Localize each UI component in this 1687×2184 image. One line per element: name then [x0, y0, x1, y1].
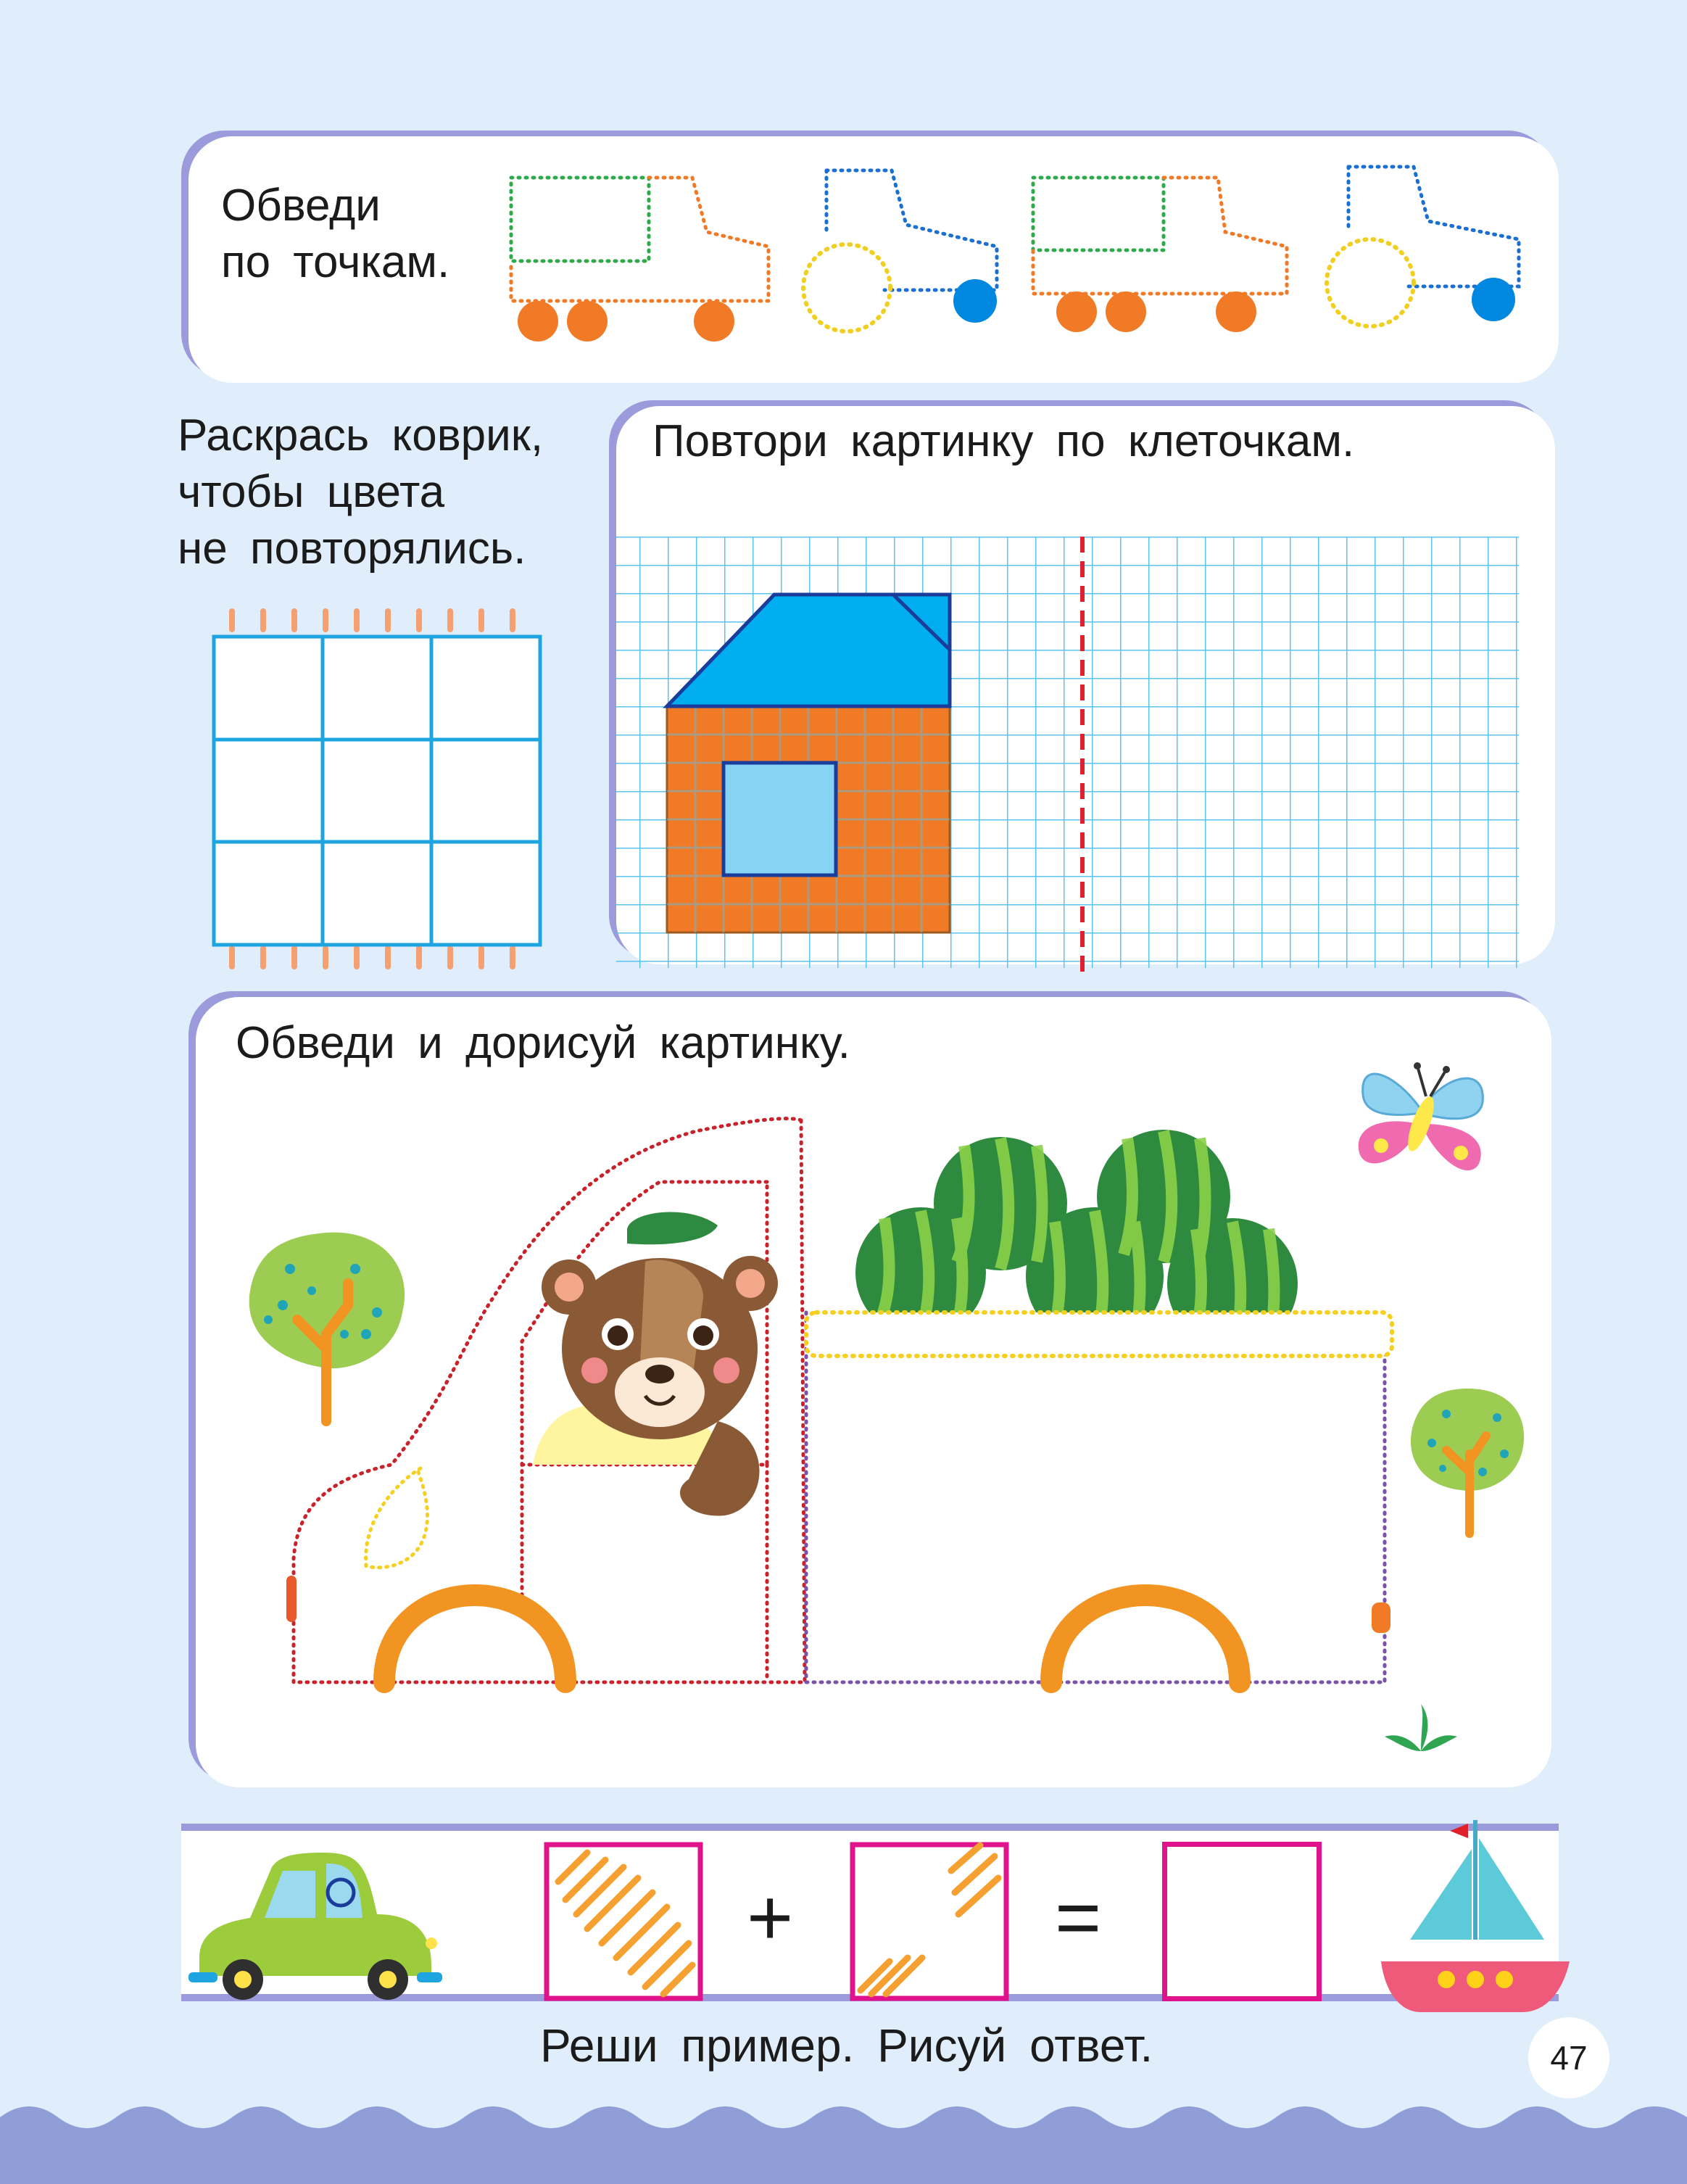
dotted-tractor-icon[interactable]: [1319, 160, 1537, 334]
bottom-wave: [0, 2088, 1687, 2184]
plus-sign: +: [747, 1873, 794, 1962]
sailboat-icon: [1377, 1809, 1573, 2019]
tree-icon: [1403, 1385, 1533, 1537]
truck-with-watermelons[interactable]: [283, 1102, 1421, 1704]
dotted-truck-icon[interactable]: [507, 167, 783, 341]
bear-icon: [533, 1212, 778, 1515]
dotted-tractor-icon[interactable]: [797, 163, 1015, 337]
addend-box-one: [544, 1842, 703, 2001]
grass-icon: [1381, 1700, 1461, 1758]
dotted-truck-icon[interactable]: [1029, 167, 1305, 341]
trace-trucks-instruction: Обведи по точкам.: [221, 181, 450, 287]
house-window: [724, 763, 836, 875]
truck-picture-instruction: Обведи и дорисуй картинку.: [236, 1018, 850, 1068]
car-icon: [185, 1842, 446, 2009]
page-number: 47: [1528, 2017, 1609, 2098]
color-rug-instruction: Раскрась коврик, чтобы цвета не повторялись.: [178, 410, 544, 574]
rear-wheel-arch: [1051, 1595, 1240, 1682]
copy-grid[interactable]: [616, 537, 1555, 972]
rug-grid[interactable]: [207, 608, 547, 977]
answer-box[interactable]: [1162, 1842, 1322, 2001]
copy-grid-instruction: Повтори картинку по клеточкам.: [652, 416, 1355, 466]
equals-sign: =: [1055, 1873, 1102, 1962]
math-example-caption: Реши пример. Рисуй ответ.: [540, 2019, 1153, 2072]
front-wheel-arch: [384, 1595, 565, 1682]
addend-box-two: [850, 1842, 1009, 2001]
